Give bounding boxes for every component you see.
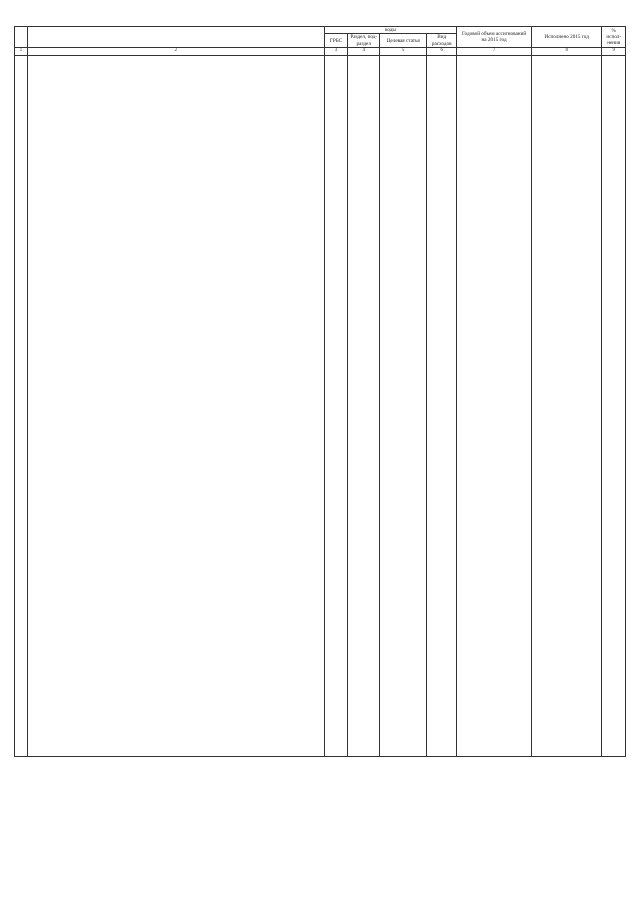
column-number: 1 — [15, 48, 28, 55]
header-executed: Исполнено 2015 год — [531, 27, 601, 48]
column-number: 3 — [324, 48, 347, 55]
header-codes-group: коды — [324, 27, 456, 34]
table-body-placeholder — [15, 55, 626, 756]
header-row-number — [15, 27, 28, 48]
column-number: 4 — [348, 48, 380, 55]
column-number: 2 — [27, 48, 324, 55]
header-grbs: ГРБС — [324, 34, 347, 48]
column-number: 5 — [380, 48, 427, 55]
column-number: 6 — [427, 48, 457, 55]
table-body — [15, 55, 626, 756]
header-section: Раздел, под-раздел — [348, 34, 380, 48]
column-number-row — [15, 48, 626, 55]
column-number: 7 — [457, 48, 532, 55]
column-number: 8 — [531, 48, 601, 55]
header-percent: % испол-нения — [602, 27, 626, 48]
header-annual-budget: Годовой объем ассигнований на 2015 год — [457, 27, 532, 48]
header-expense-type: Вид расходов — [427, 34, 457, 48]
header-target-article: Целевая статья — [380, 34, 427, 48]
header-name — [27, 27, 324, 48]
document-title — [14, 14, 626, 26]
budget-execution-table — [14, 26, 626, 757]
document-sheet — [14, 14, 626, 757]
column-number: 9 — [602, 48, 626, 55]
